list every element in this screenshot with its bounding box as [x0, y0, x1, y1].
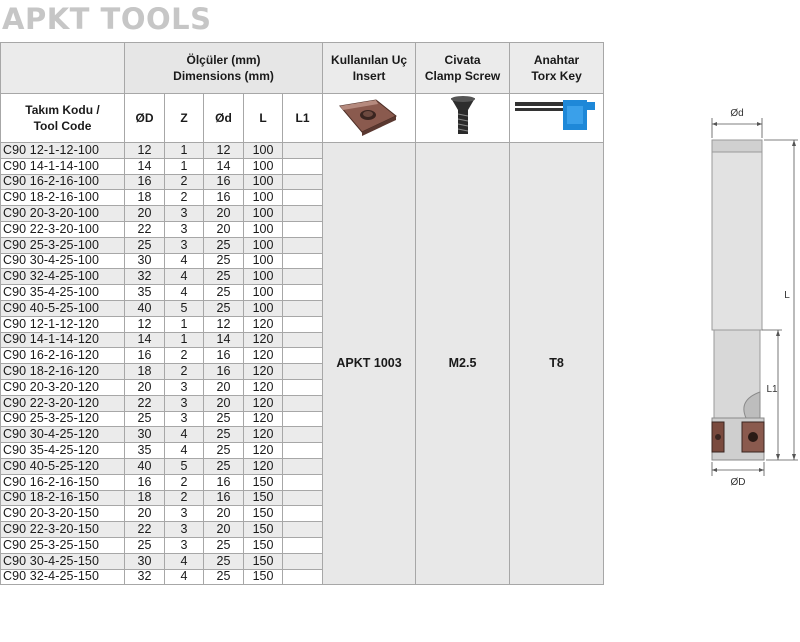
cell-L1: [283, 174, 323, 190]
label-d: Ød: [730, 108, 744, 119]
cell-d: 16: [204, 190, 244, 206]
cell-L1: [283, 332, 323, 348]
cell-d: 20: [204, 395, 244, 411]
cell-L1: [283, 569, 323, 585]
cell-L1: [283, 158, 323, 174]
header-dimensions-tr: Ölçüler (mm): [186, 53, 261, 67]
cell-tool-code: C90 25-3-25-150: [1, 537, 125, 553]
cell-L: 120: [244, 458, 283, 474]
cell-Z: 1: [165, 332, 204, 348]
cell-d: 25: [204, 458, 244, 474]
cell-L: 150: [244, 537, 283, 553]
cell-Z: 4: [165, 253, 204, 269]
cell-d: 20: [204, 522, 244, 538]
cell-d: 20: [204, 506, 244, 522]
cell-tool-code: C90 30-4-25-150: [1, 553, 125, 569]
cell-D: 30: [125, 253, 165, 269]
cell-d: 14: [204, 332, 244, 348]
cell-tool-code: C90 40-5-25-120: [1, 458, 125, 474]
header-screw: [416, 43, 510, 94]
cell-L: 100: [244, 300, 283, 316]
cell-Z: 2: [165, 490, 204, 506]
cell-D: 22: [125, 395, 165, 411]
cell-L: 150: [244, 474, 283, 490]
cell-D: 30: [125, 427, 165, 443]
cell-L: 120: [244, 364, 283, 380]
cell-d: 16: [204, 474, 244, 490]
header-insert-tr: Kullanılan Uç: [331, 53, 408, 67]
cell-tool-code: C90 32-4-25-150: [1, 569, 125, 585]
cell-L1: [283, 364, 323, 380]
cell-D: 25: [125, 537, 165, 553]
label-L: L: [784, 290, 790, 301]
cell-L1: [283, 443, 323, 459]
cell-D: 32: [125, 269, 165, 285]
cell-Z: 1: [165, 316, 204, 332]
cell-L: 100: [244, 253, 283, 269]
cell-D: 18: [125, 490, 165, 506]
cell-D: 20: [125, 206, 165, 222]
cell-L1: [283, 411, 323, 427]
cell-D: 22: [125, 522, 165, 538]
cell-tool-code: C90 16-2-16-100: [1, 174, 125, 190]
cell-Z: 4: [165, 269, 204, 285]
cell-L: 120: [244, 443, 283, 459]
cell-D: 25: [125, 237, 165, 253]
cell-Z: 2: [165, 348, 204, 364]
cell-D: 18: [125, 190, 165, 206]
cell-tool-code: C90 22-3-20-120: [1, 395, 125, 411]
cell-tool-code: C90 12-1-12-100: [1, 143, 125, 159]
cell-tool-code: C90 30-4-25-120: [1, 427, 125, 443]
cell-Z: 2: [165, 174, 204, 190]
cell-D: 32: [125, 569, 165, 585]
header-col-L: L: [244, 94, 283, 143]
cell-L: 100: [244, 221, 283, 237]
cell-D: 20: [125, 379, 165, 395]
cell-D: 12: [125, 143, 165, 159]
header-dimensions-en: Dimensions (mm): [173, 69, 274, 83]
header-insert-en: Insert: [352, 69, 386, 83]
cell-Z: 3: [165, 522, 204, 538]
cell-D: 35: [125, 285, 165, 301]
cell-d: 16: [204, 174, 244, 190]
cell-Z: 5: [165, 300, 204, 316]
cell-L1: [283, 190, 323, 206]
cell-d: 25: [204, 443, 244, 459]
cell-d: 20: [204, 206, 244, 222]
cell-D: 20: [125, 506, 165, 522]
cell-L1: [283, 474, 323, 490]
cell-L1: [283, 458, 323, 474]
cell-L1: [283, 395, 323, 411]
cell-L: 150: [244, 490, 283, 506]
cell-L1: [283, 269, 323, 285]
header-dimensions: [125, 43, 323, 94]
cell-D: 16: [125, 474, 165, 490]
cell-d: 20: [204, 221, 244, 237]
cell-L1: [283, 143, 323, 159]
cell-L: 100: [244, 206, 283, 222]
cell-L1: [283, 348, 323, 364]
header-key-tr: Anahtar: [533, 53, 580, 67]
cell-Z: 2: [165, 190, 204, 206]
cell-L1: [283, 522, 323, 538]
cell-D: 40: [125, 300, 165, 316]
cell-tool-code: C90 16-2-16-120: [1, 348, 125, 364]
cell-tool-code: C90 35-4-25-100: [1, 285, 125, 301]
cell-D: 35: [125, 443, 165, 459]
cell-Z: 1: [165, 158, 204, 174]
cell-L: 120: [244, 427, 283, 443]
cell-D: 16: [125, 174, 165, 190]
clamp-screw-icon: [416, 94, 510, 143]
header-col-D: ØD: [125, 94, 165, 143]
header-code-tr: Takım Kodu /: [25, 103, 100, 117]
cell-Z: 3: [165, 411, 204, 427]
cell-d: 25: [204, 553, 244, 569]
cell-d: 12: [204, 316, 244, 332]
header-tool-code: [1, 94, 125, 143]
merged-insert: APKT 1003: [323, 143, 416, 585]
cell-d: 12: [204, 143, 244, 159]
cell-tool-code: C90 18-2-16-120: [1, 364, 125, 380]
cell-L1: [283, 427, 323, 443]
cell-L1: [283, 206, 323, 222]
cell-L: 150: [244, 506, 283, 522]
cell-L1: [283, 221, 323, 237]
cell-tool-code: C90 25-3-25-120: [1, 411, 125, 427]
cell-L: 120: [244, 395, 283, 411]
cell-D: 14: [125, 158, 165, 174]
cell-tool-code: C90 18-2-16-150: [1, 490, 125, 506]
header-key: [510, 43, 604, 94]
cell-L: 100: [244, 143, 283, 159]
cell-L1: [283, 300, 323, 316]
cell-tool-code: C90 20-3-20-150: [1, 506, 125, 522]
cell-L: 120: [244, 316, 283, 332]
table-row: [1, 143, 604, 159]
cell-tool-code: C90 16-2-16-150: [1, 474, 125, 490]
cell-Z: 4: [165, 569, 204, 585]
cell-L: 120: [244, 348, 283, 364]
cell-d: 25: [204, 237, 244, 253]
cell-tool-code: C90 25-3-25-100: [1, 237, 125, 253]
tool-shank: [712, 140, 762, 330]
cell-tool-code: C90 14-1-14-100: [1, 158, 125, 174]
cell-L1: [283, 379, 323, 395]
cell-d: 25: [204, 569, 244, 585]
cell-L1: [283, 316, 323, 332]
cell-Z: 3: [165, 379, 204, 395]
cell-Z: 4: [165, 285, 204, 301]
cell-Z: 5: [165, 458, 204, 474]
cell-L: 100: [244, 174, 283, 190]
cell-d: 25: [204, 537, 244, 553]
cell-L1: [283, 537, 323, 553]
torx-key-icon: [510, 94, 604, 143]
cell-L: 100: [244, 237, 283, 253]
cell-L: 150: [244, 553, 283, 569]
cell-D: 16: [125, 348, 165, 364]
cell-L1: [283, 285, 323, 301]
cell-tool-code: C90 32-4-25-100: [1, 269, 125, 285]
cell-tool-code: C90 18-2-16-100: [1, 190, 125, 206]
header-col-L1: L1: [283, 94, 323, 143]
cell-D: 18: [125, 364, 165, 380]
page-title: APKT TOOLS: [2, 2, 212, 36]
cell-L: 150: [244, 569, 283, 585]
cell-Z: 4: [165, 427, 204, 443]
cell-L1: [283, 237, 323, 253]
header-screw-tr: Civata: [444, 53, 481, 67]
tool-diagram: [690, 100, 800, 500]
cell-d: 25: [204, 285, 244, 301]
cell-d: 16: [204, 348, 244, 364]
header-insert: [323, 43, 416, 94]
cell-d: 16: [204, 490, 244, 506]
cell-D: 22: [125, 221, 165, 237]
cell-d: 14: [204, 158, 244, 174]
cell-tool-code: C90 22-3-20-100: [1, 221, 125, 237]
cell-d: 20: [204, 379, 244, 395]
cell-Z: 3: [165, 221, 204, 237]
cell-Z: 2: [165, 474, 204, 490]
cell-Z: 3: [165, 206, 204, 222]
cell-L: 100: [244, 190, 283, 206]
cell-L1: [283, 553, 323, 569]
cell-D: 14: [125, 332, 165, 348]
cell-tool-code: C90 22-3-20-150: [1, 522, 125, 538]
cell-d: 25: [204, 427, 244, 443]
cell-d: 16: [204, 364, 244, 380]
cell-Z: 3: [165, 537, 204, 553]
cell-Z: 3: [165, 395, 204, 411]
cell-D: 25: [125, 411, 165, 427]
cell-L1: [283, 506, 323, 522]
cell-Z: 4: [165, 553, 204, 569]
label-D: ØD: [730, 477, 746, 488]
header-screw-en: Clamp Screw: [424, 69, 501, 83]
header-blank: [1, 43, 125, 94]
cell-d: 25: [204, 300, 244, 316]
cell-tool-code: C90 30-4-25-100: [1, 253, 125, 269]
cell-tool-code: C90 12-1-12-120: [1, 316, 125, 332]
header-key-en: Torx Key: [531, 69, 582, 83]
cell-D: 12: [125, 316, 165, 332]
cell-tool-code: C90 35-4-25-120: [1, 443, 125, 459]
cell-tool-code: C90 14-1-14-120: [1, 332, 125, 348]
cell-d: 25: [204, 269, 244, 285]
cell-D: 40: [125, 458, 165, 474]
merged-screw: M2.5: [416, 143, 510, 585]
cell-L: 120: [244, 379, 283, 395]
insert-icon: [323, 94, 416, 143]
cell-Z: 2: [165, 364, 204, 380]
cell-L: 100: [244, 269, 283, 285]
cell-d: 25: [204, 253, 244, 269]
cell-tool-code: C90 40-5-25-100: [1, 300, 125, 316]
merged-key: T8: [510, 143, 604, 585]
cell-L: 120: [244, 411, 283, 427]
cell-D: 30: [125, 553, 165, 569]
cell-tool-code: C90 20-3-20-100: [1, 206, 125, 222]
header-col-Z: Z: [165, 94, 204, 143]
cell-L: 120: [244, 332, 283, 348]
cell-Z: 1: [165, 143, 204, 159]
tool-spec-table: [0, 42, 604, 585]
cell-Z: 3: [165, 506, 204, 522]
cell-L1: [283, 253, 323, 269]
cell-L: 150: [244, 522, 283, 538]
label-L1: L1: [766, 384, 778, 395]
header-col-d: Ød: [204, 94, 244, 143]
cell-tool-code: C90 20-3-20-120: [1, 379, 125, 395]
cell-Z: 3: [165, 237, 204, 253]
cell-L: 100: [244, 285, 283, 301]
cell-Z: 4: [165, 443, 204, 459]
cell-L: 100: [244, 158, 283, 174]
cell-d: 25: [204, 411, 244, 427]
header-code-en: Tool Code: [33, 119, 92, 133]
cell-L1: [283, 490, 323, 506]
